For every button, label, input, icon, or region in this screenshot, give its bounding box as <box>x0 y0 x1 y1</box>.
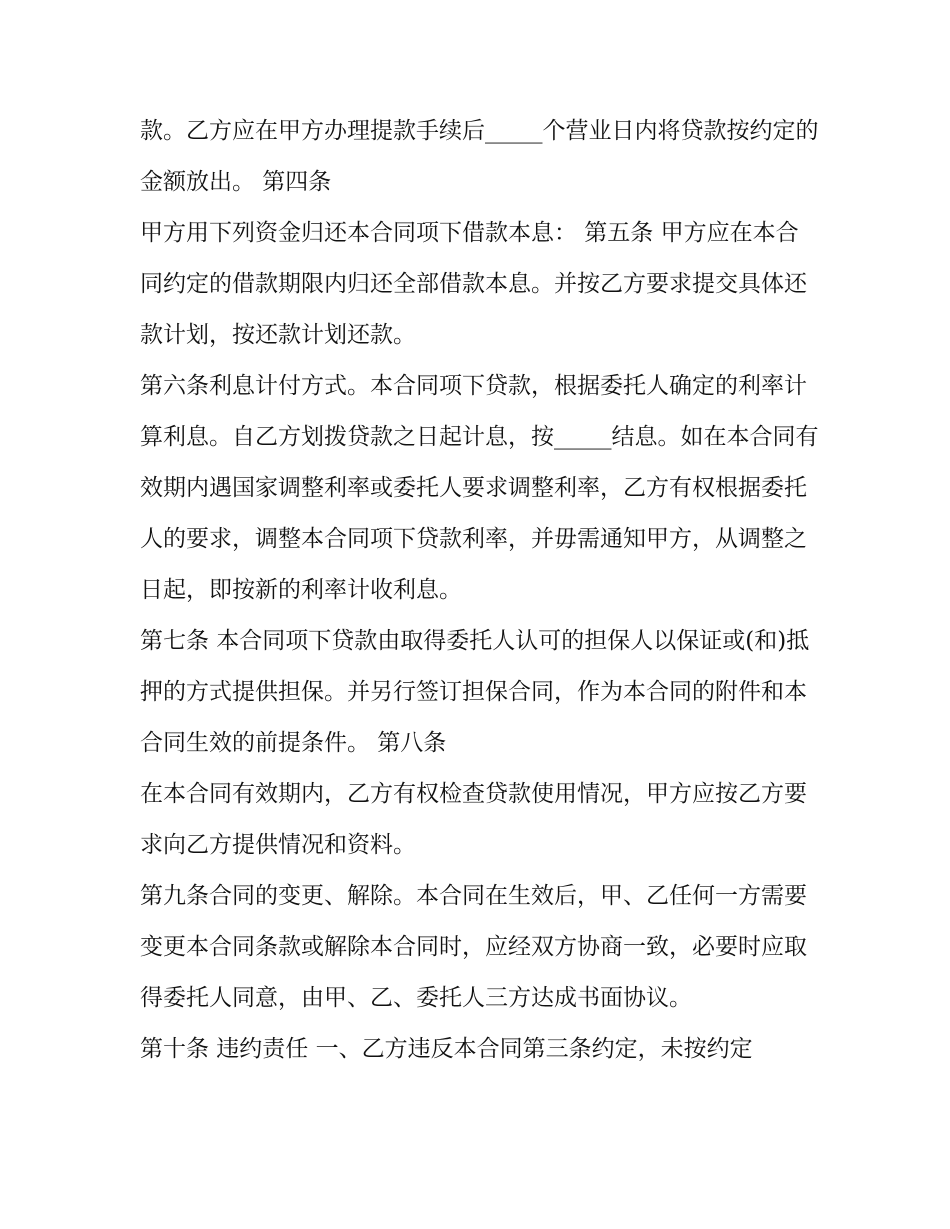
paragraph-repayment: 甲方用下列资金归还本合同项下借款本息： 第五条 甲方应在本合同约定的借款期限内归还全部借款本息。并按乙方要求提交具体还款计划，按还款计划还款。 <box>140 220 807 348</box>
paragraph-article-10-liability: 第十条 违约责任 一、乙方违反本合同第三条约定，未按约定 <box>140 1036 753 1062</box>
document-body <box>140 106 820 1075</box>
paragraph-article-7-guarantee: 第七条 本合同项下贷款由取得委托人认可的担保人以保证或(和)抵押的方式提供担保。并另行签订担保合同，作为本合同的附件和本合同生效的前提条件。 第八条 <box>140 628 810 756</box>
paragraph-inspection: 在本合同有效期内，乙方有权检查贷款使用情况，甲方应按乙方要求向乙方提供情况和资料。 <box>140 781 807 858</box>
paragraph-article-9-modification: 第九条合同的变更、解除。本合同在生效后，甲、乙任何一方需要变更本合同条款或解除本合同时，应经双方协商一致，必要时应取得委托人同意，由甲、乙、委托人三方达成书面协议。 <box>140 883 807 1011</box>
paragraph-loan-release: 款。乙方应在甲方办理提款手续后_____个营业日内将贷款按约定的金额放出。 第四条 <box>140 118 819 195</box>
paragraph-article-6-interest: 第六条利息计付方式。本合同项下贷款，根据委托人确定的利率计算利息。自乙方划拨贷款之日起计息，按_____结息。如在本合同有效期内遇国家调整利率或委托人要求调整利率，乙方有权根据委托人的要求，调整本合同项下贷款利率，并毋需通知甲方，从调整之日起，即按新的利率计收利息。 <box>140 373 819 603</box>
